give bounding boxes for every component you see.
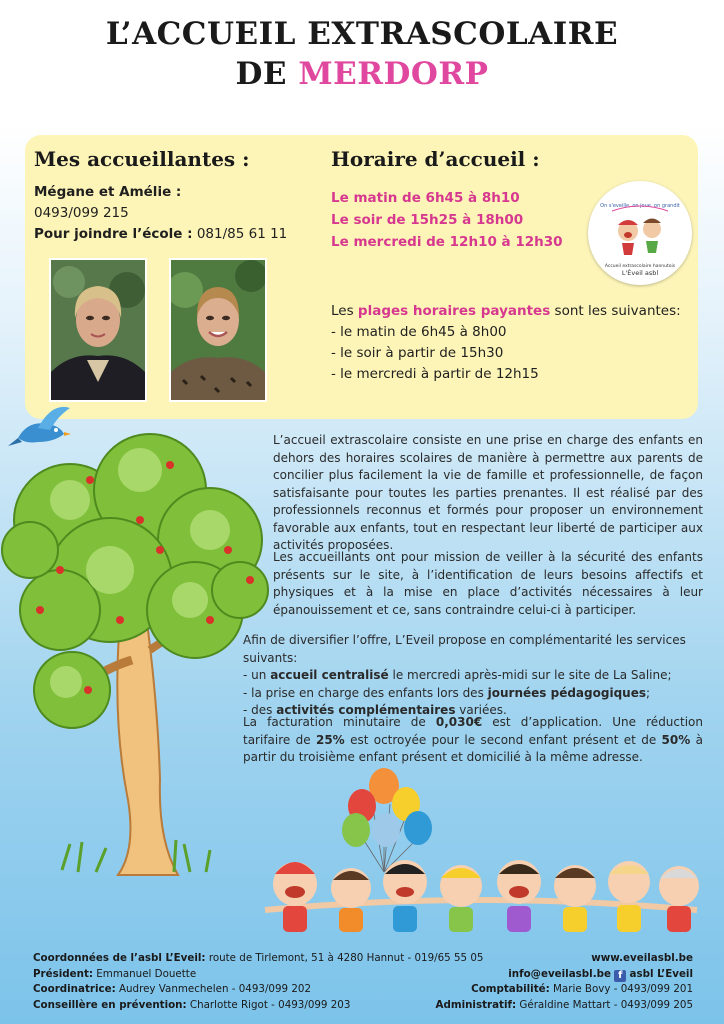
staff-heading: Mes accueillantes :	[34, 147, 250, 171]
description-p2: Les accueillants ont pour mission de veiller à la sécurité des enfants présents sur le site, à l’identification de leurs besoins affectifs et physiques et à la mise en place d’activités nécessaires à leur épanouissement et ce, sans contraindre celui-ci à participer.	[273, 550, 703, 617]
town-name: MERDORP	[298, 56, 489, 92]
hours-line: Le soir de 15h25 à 18h00	[331, 212, 524, 228]
email-link[interactable]: info@eveilasbl.be	[508, 967, 611, 980]
paid-hours: Les plages horaires payantes sont les suivantes: - le matin de 6h45 à 8h00 - le soir à partir de 15h30 - le mercredi à partir de 12h15	[331, 301, 691, 385]
logo-tagline: On s'eveille, on joue, on grandit	[600, 203, 680, 209]
footer-contacts: Coordonnées de l’asbl L’Eveil: route de Tirlemont, 51 à 4280 Hannut - 019/65 55 05 Président: Emmanuel Douette Coordinatrice: Audrey Vanmechelen - 0493/099 202 Conseillère en prévention: Charlotte Rigot - 0493/099 203	[33, 952, 484, 1011]
opening-hours	[331, 187, 563, 253]
page-title: L’ACCUEIL EXTRASCOLAIRE	[105, 16, 619, 52]
website-link[interactable]: www.eveilasbl.be	[591, 952, 693, 964]
tree-illustration	[0, 420, 275, 890]
hours-heading: Horaire d’accueil :	[331, 147, 540, 171]
services-list: Afin de diversifier l’offre, L’Eveil propose en complémentarité les services suivants: - un accueil centralisé le mercredi après-midi sur le site de La Saline; - la prise en charge des enfants lors des journées pédagogiques; - des activités complémentaires variées.	[243, 633, 686, 717]
pricing-info: La facturation minutaire de 0,030€ est d’application. Une réduction tarifaire de 25% est octroyée pour le second enfant présent et de 50% à partir du troisième enfant présent et domicilié à la même adresse.	[243, 715, 703, 764]
logo-subtext: Accueil extrascolaire hannutois	[604, 264, 676, 269]
paid-hours-line: - le soir à partir de 15h30	[331, 345, 504, 361]
footer-links: www.eveilasbl.be info@eveilasbl.be f asbl L’Eveil Comptabilité: Marie Bovy - 0493/099 201 Administratif: Géraldine Mattart - 0493/099 205	[435, 952, 693, 1011]
logo-image	[588, 181, 692, 285]
staff-photo-megane	[49, 258, 147, 402]
children-illustration	[255, 850, 707, 942]
logo-name: L'Éveil asbl	[621, 269, 659, 277]
paid-hours-line: - le matin de 6h45 à 8h00	[331, 324, 507, 340]
staff-photo-amelie	[169, 258, 267, 402]
facebook-link[interactable]: asbl L’Eveil	[629, 967, 693, 980]
description-p1: L’accueil extrascolaire consiste en une prise en charge des enfants en dehors des horaires scolaires de manière à permettre aux parents de concilier plus facilement la vie de famille et professionnelle, de façon satisfaisante pour toutes les parties prenantes. Il est réalisé par des professionnels reconnus et formés pour proposer un environnement favorable aux enfants, tout en respectant leur liberté de participer aux activités proposées.	[273, 433, 703, 552]
eveil-logo	[588, 181, 692, 285]
paid-hours-line: - le mercredi à partir de 12h15	[331, 366, 539, 382]
facebook-icon: f	[614, 970, 626, 982]
portrait-image	[171, 260, 265, 400]
page-subtitle: DE MERDORP	[235, 56, 489, 92]
portrait-image	[51, 260, 145, 400]
hours-line: Le matin de 6h45 à 8h10	[331, 190, 520, 206]
staff-contact: Mégane et Amélie : 0493/099 215 Pour joindre l’école : 081/85 61 11	[34, 184, 288, 242]
hours-line: Le mercredi de 12h10 à 12h30	[331, 234, 563, 250]
